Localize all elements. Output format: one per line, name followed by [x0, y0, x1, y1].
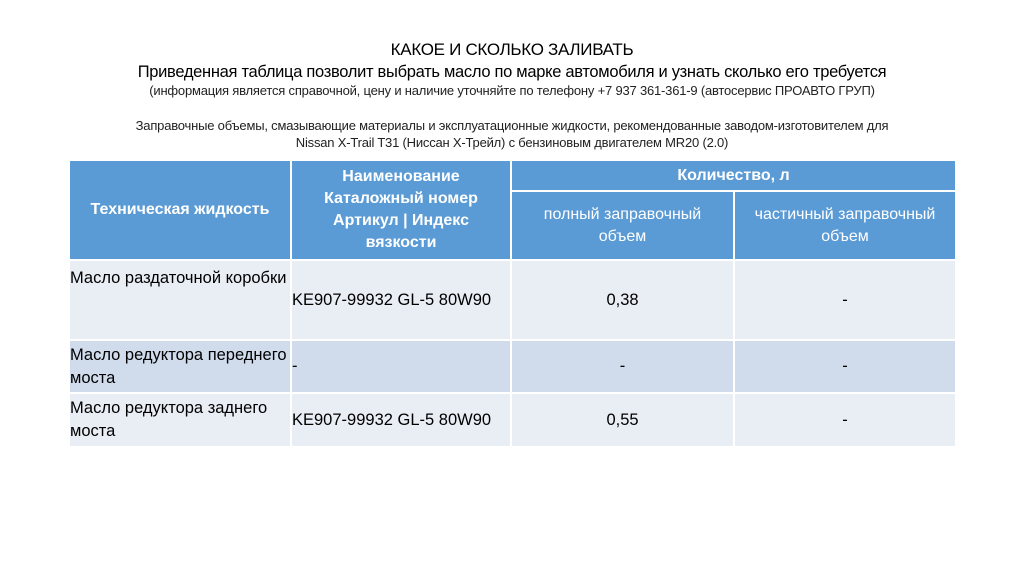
full-volume-cell: 0,55	[511, 393, 734, 447]
header-name: Наименование Каталожный номер Артикул | Индекс вязкости	[291, 160, 511, 260]
header-partial-volume: частичный заправочный объем	[734, 191, 956, 260]
fluid-cell: Масло редуктора переднего моста	[69, 340, 291, 393]
header-fluid: Техническая жидкость	[69, 160, 291, 260]
table-row	[69, 393, 956, 447]
partial-volume-cell: -	[734, 340, 956, 393]
table-row	[69, 340, 956, 393]
partial-volume-cell: -	[734, 393, 956, 447]
fluids-table	[68, 159, 957, 448]
partial-volume-cell: -	[734, 260, 956, 340]
table-description	[80, 117, 944, 151]
table-row	[69, 260, 956, 340]
page-title: КАКОЕ И СКОЛЬКО ЗАЛИВАТЬ	[390, 40, 634, 59]
header-quantity: Количество, л	[511, 160, 956, 191]
part-number-cell: KE907-99932 GL-5 80W90	[291, 393, 511, 447]
page-header	[0, 40, 1024, 99]
header-full-volume: полный заправочный объем	[511, 191, 734, 260]
fluid-cell: Масло редуктора заднего моста	[69, 393, 291, 447]
description-line-1: Заправочные объемы, смазывающие материалы и эксплуатационные жидкости, рекомендованные заводом-изготовителем для	[135, 118, 889, 133]
part-number-cell: KE907-99932 GL-5 80W90	[291, 260, 511, 340]
contact-note: (информация является справочной, цену и наличие уточняйте по телефону +7 937 361-361-9 (автосервис ПРОАВТО ГРУП)	[149, 83, 875, 98]
full-volume-cell: 0,38	[511, 260, 734, 340]
page-subtitle: Приведенная таблица позволит выбрать масло по марке автомобиля и узнать сколько его требуется	[137, 63, 887, 81]
full-volume-cell: -	[511, 340, 734, 393]
part-number-cell: -	[291, 340, 511, 393]
fluid-cell: Масло раздаточной коробки	[69, 260, 291, 340]
description-line-2: Nissan X-Trail T31 (Ниссан X-Трейл) с бензиновым двигателем MR20 (2.0)	[295, 135, 729, 150]
